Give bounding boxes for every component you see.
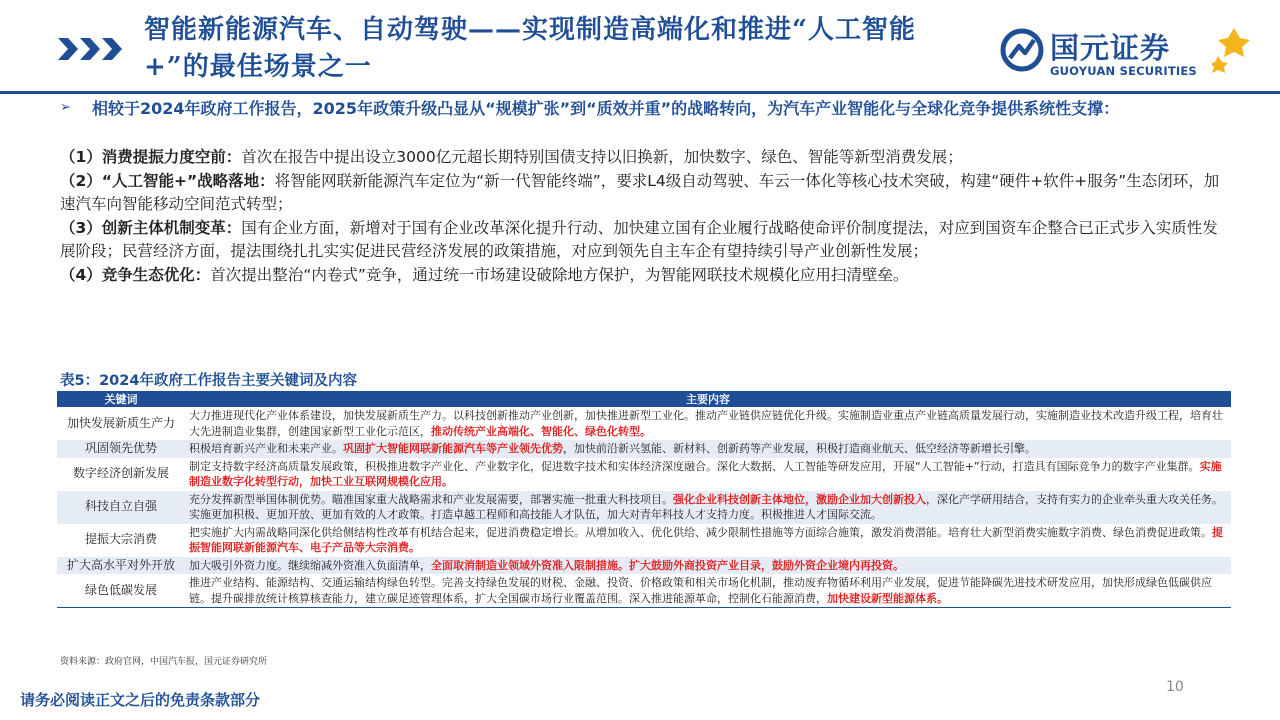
content-tail: ，深化产学研用结合，支持有实力的企业牵头重大攻关任务。实施更加积极、更加开放、更加有效的人才政策。打造卓越工程师和高技能人才队伍，加大对青年科技人才支持力度。积极推进人才国际交流。	[189, 492, 1223, 521]
page-number: 10	[1166, 679, 1184, 695]
policy-point	[60, 146, 1230, 170]
content-highlight: 巩固扩大智能网联新能源汽车等产业领先优势	[343, 442, 563, 455]
content-highlight: 强化企业科技创新主体地位，激励企业加大创新投入	[673, 492, 926, 506]
keyword-cell: 加快发展新质生产力	[57, 407, 185, 440]
table-title: 表5：2024年政府工作报告主要关键词及内容	[60, 373, 357, 389]
table-row	[57, 458, 1231, 491]
policy-points	[60, 146, 1230, 287]
logo-mark-icon	[1000, 28, 1044, 72]
content-text: 制定支持数字经济高质量发展政策，积极推进数字产业化、产业数字化，促进数字技术和实体经济深度融合。深化大数据、人工智能等研发应用，开展“人工智能+”行动，打造具有国际竞争力的数字产业集群。	[189, 459, 1200, 473]
disclaimer-footer: 请务必阅读正文之后的免责条款部分	[20, 691, 261, 709]
keywords-table	[57, 391, 1231, 608]
policy-point	[60, 264, 1230, 288]
content-cell	[185, 557, 1231, 575]
content-text: 大力推进现代化产业体系建设，加快发展新质生产力。以科技创新推动产业创新，加快推进新型工业化。推动产业链供应链优化升级。实施制造业重点产业链高质量发展行动，实施制造业技术改造升级工程，培育壮大先进制造业集群，创建国家新型工业化示范区，	[189, 409, 1223, 438]
content-cell	[185, 574, 1231, 608]
page-title: 智能新能源汽车、自动驾驶——实现制造高端化和推进“人工智能+”的最佳场景之一	[144, 15, 916, 82]
keyword-cell: 科技自立自强	[57, 491, 185, 524]
content-text: 充分发挥新型举国体制优势。瞄准国家重大战略需求和产业发展需要，部署实施一批重大科技项目。	[189, 492, 673, 506]
content-text: 积极培育新兴产业和未来产业。	[189, 442, 343, 455]
column-header-content: 主要内容	[185, 391, 1231, 407]
content-cell	[185, 458, 1231, 491]
lead-paragraph	[60, 96, 1230, 121]
content-highlight: 加快建设新型能源体系。	[827, 591, 948, 605]
content-highlight: 全面取消制造业领域外资准入限制措施。扩大鼓励外商投资产业目录，鼓励外资企业境内再投资。	[431, 558, 904, 572]
keyword-cell: 巩固领先优势	[57, 440, 185, 458]
source-note: 资料来源：政府官网，中国汽车报，国元证券研究所	[60, 657, 268, 667]
point-label: （4）竞争生态优化：	[60, 265, 211, 284]
point-text: 首次提出整治“内卷式”竞争，通过统一市场建设破除地方保护，为智能网联技术规模化应用扫清壁垒。	[210, 265, 909, 284]
point-label: （1）消费提振力度空前：	[60, 148, 242, 166]
keyword-cell: 数字经济创新发展	[57, 458, 185, 491]
table-row	[57, 407, 1231, 440]
content-cell	[185, 407, 1231, 440]
table-row	[57, 440, 1231, 458]
policy-point	[60, 170, 1230, 217]
content-tail: ，加快前沿新兴氢能、新材料、创新药等产业发展，积极打造商业航天、低空经济等新增长引擎。	[563, 442, 1036, 455]
content-highlight: 提振智能网联新能源汽车、电子产品等大宗消费。	[189, 525, 1223, 554]
arrow-bullet-icon: ➢	[60, 100, 71, 115]
keyword-cell: 绿色低碳发展	[57, 574, 185, 608]
table-row	[57, 574, 1231, 608]
point-label: （3）创新主体机制变革：	[60, 218, 242, 237]
content-cell	[185, 524, 1231, 557]
content-text: 加大吸引外资力度。继续缩减外资准入负面清单，	[189, 558, 431, 572]
policy-point	[60, 217, 1230, 264]
keyword-cell: 扩大高水平对外开放	[57, 557, 185, 575]
point-label: （2）“人工智能+”战略落地：	[60, 171, 275, 190]
content-text: 推进产业结构、能源结构、交通运输结构绿色转型。完善支持绿色发展的财税、金融、投资、价格政策和相关市场化机制，推动废弃物循环利用产业发展，促进节能降碳先进技术研发应用，加快形成绿色低碳供应链。提升碳排放统计核算核查能力，建立碳足迹管理体系，扩大全国碳市场行业覆盖范围。深入推进能源革命，控制化石能源消费，	[189, 576, 1212, 605]
chevron-arrows-icon	[58, 38, 130, 60]
logo-name-en: GUOYUAN SECURITIES	[1050, 64, 1197, 78]
point-text: 国有企业方面，新增对于国有企业改革深化提升行动、加快建立国有企业履行战略使命评价制度提法，对应到国资车企整合已正式步入实质性发展阶段；民营经济方面，提法围绕扎扎实实促进民营经济发展的政策措施，对应到领先自主车企有望持续引导产业创新性发展；	[60, 218, 1218, 260]
content-highlight: 推动传统产业高端化、智能化、绿色化转型。	[431, 424, 651, 438]
content-text: 把实施扩大内需战略同深化供给侧结构性改革有机结合起来，促进消费稳定增长。从增加收入、优化供给、减少限制性措施等方面综合施策，激发消费潜能。培育壮大新型消费实施数字消费、绿色消费促进政策。	[189, 525, 1212, 539]
table-row	[57, 491, 1231, 524]
logo-name-cn: 国元证券	[1050, 31, 1171, 65]
table-header-row	[57, 391, 1231, 407]
header-divider	[0, 91, 1280, 94]
content-cell	[185, 440, 1231, 458]
table-row	[57, 557, 1231, 575]
point-text: 首次在报告中提出设立3000亿元超长期特别国债支持以旧换新，加快数字、绿色、智能等新型消费发展；	[241, 148, 963, 166]
content-cell	[185, 491, 1231, 524]
lead-text: 相较于2024年政府工作报告，2025年政策升级凸显从“规模扩张”到“质效并重”的战略转向，为汽车产业智能化与全球化竞争提供系统性支撑：	[92, 99, 1120, 118]
logo-stars-icon	[1212, 26, 1252, 76]
table-row	[57, 524, 1231, 557]
point-text: 将智能网联新能源汽车定位为“新一代智能终端”，要求L4级自动驾驶、车云一体化等核心技术突破，构建“硬件+软件+服务”生态闭环，加速汽车向智能移动空间范式转型；	[60, 171, 1220, 213]
content-highlight: 实施制造业数字化转型行动，加快工业互联网规模化应用。	[189, 459, 1222, 488]
company-logo	[1000, 24, 1260, 84]
column-header-keyword: 关键词	[57, 391, 185, 407]
keyword-cell: 提振大宗消费	[57, 524, 185, 557]
